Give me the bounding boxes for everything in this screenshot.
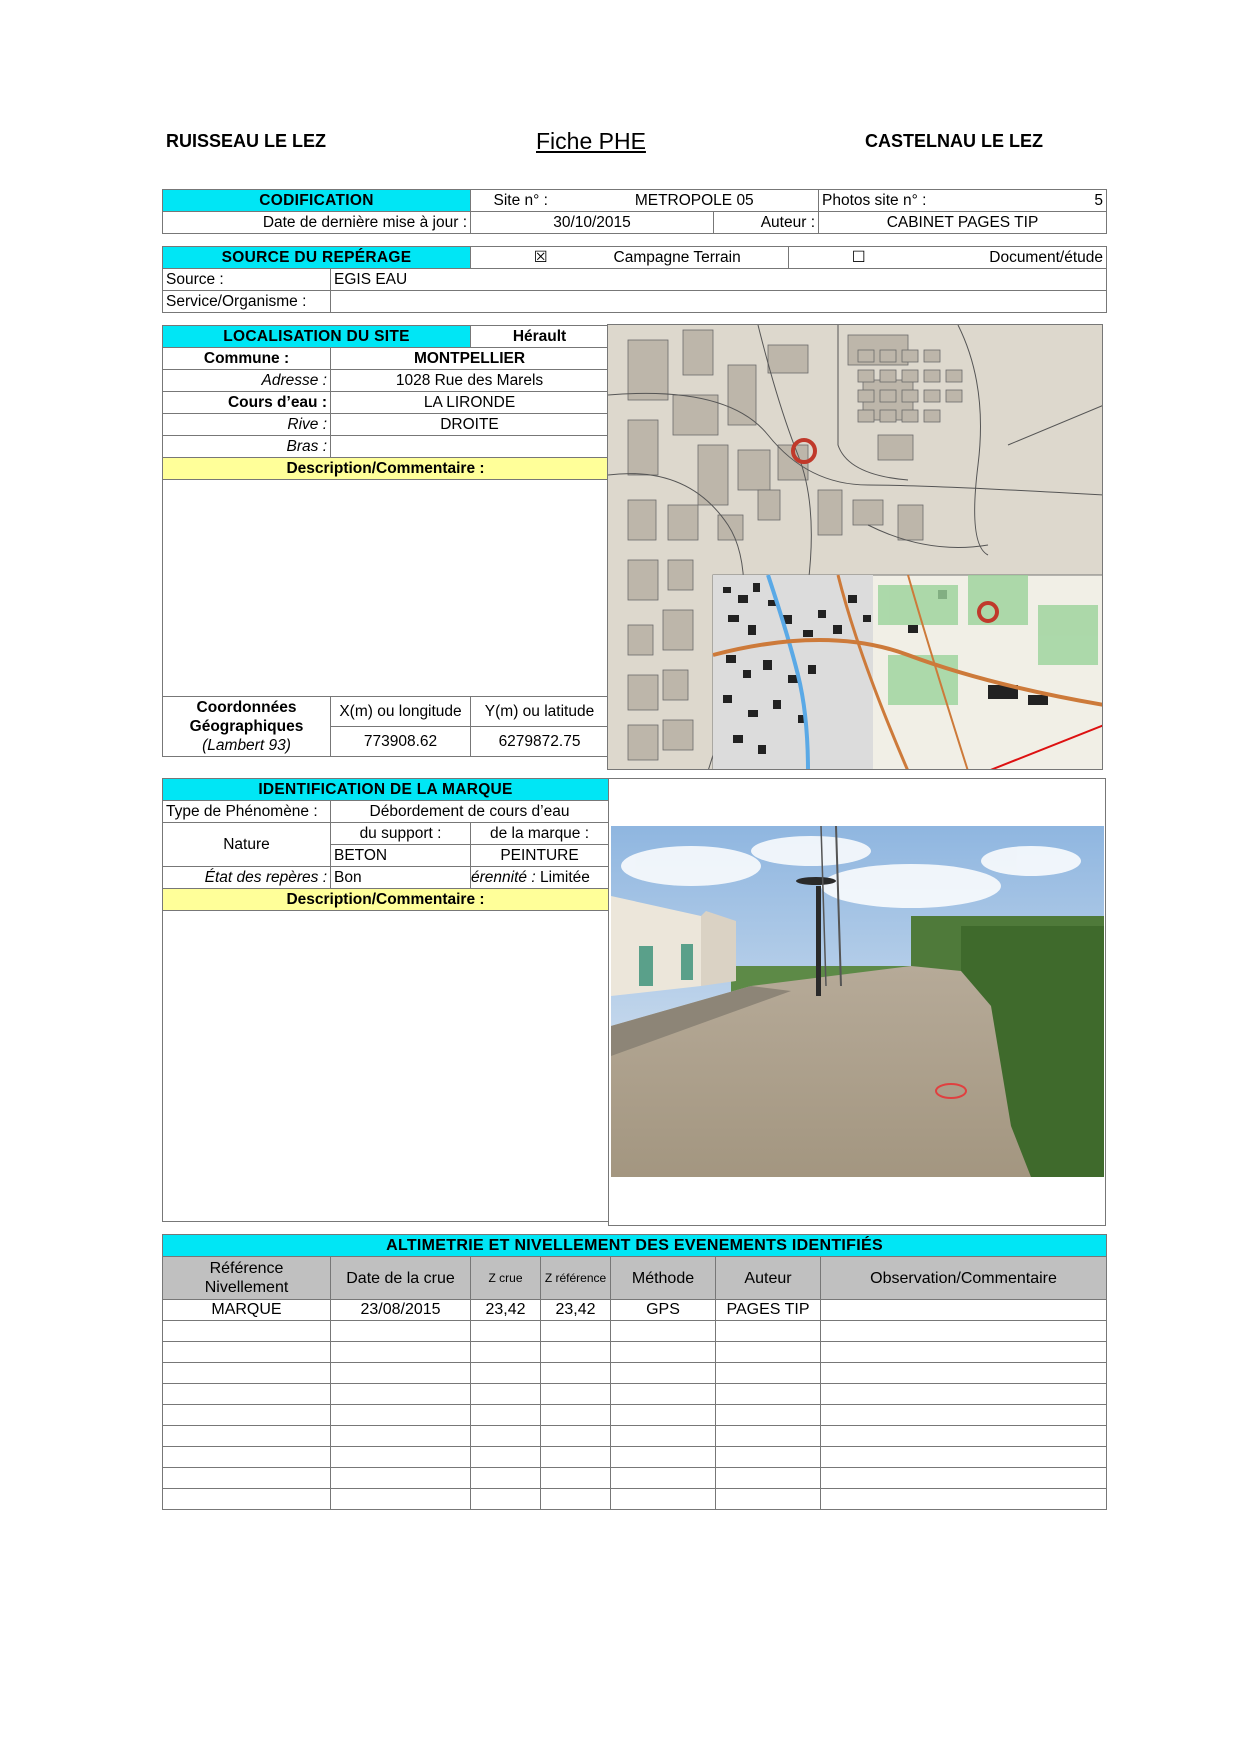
support-value: BETON [331,845,471,867]
marque-value: PEINTURE [471,845,609,867]
alti-cell [821,1405,1107,1426]
alti-cell [716,1405,821,1426]
cours-value: LA LIRONDE [331,392,609,414]
alti-row [163,1363,1107,1384]
alti-cell [716,1447,821,1468]
alti-cell [716,1384,821,1405]
x-value: 773908.62 [331,727,471,757]
alti-cell [611,1447,716,1468]
x-label: X(m) ou longitude [331,697,471,727]
bras-label: Bras : [163,436,331,458]
alti-cell [541,1426,611,1447]
alti-cell [611,1342,716,1363]
source-value: EGIS EAU [331,269,1107,291]
source-table [162,246,1107,313]
localisation-description-label: Description/Commentaire : [163,458,609,480]
alti-cell [471,1363,541,1384]
alti-cell [331,1489,471,1510]
alti-cell [541,1342,611,1363]
alti-row [163,1384,1107,1405]
marque-table [162,778,609,1222]
alti-cell [716,1342,821,1363]
etat-label: État des repères : [163,867,331,889]
auteur-value: CABINET PAGES TIP [819,212,1107,234]
alti-cell [716,1426,821,1447]
alti-cell [821,1342,1107,1363]
date-value: 30/10/2015 [471,212,714,234]
alti-cell [716,1468,821,1489]
alti-cell [331,1468,471,1489]
photos-value: 5 [937,190,1107,212]
alti-cell [163,1363,331,1384]
alti-cell [821,1363,1107,1384]
perennite-value: Limitée [539,868,590,886]
document-checkbox[interactable]: ☐ [789,247,929,269]
alti-cell [611,1321,716,1342]
alti-cell [471,1405,541,1426]
alti-cell [541,1405,611,1426]
town-name: CASTELNAU LE LEZ [865,131,1043,151]
cours-label: Cours d’eau : [163,392,331,414]
alti-row [163,1300,1107,1321]
commune-label: Commune : [163,348,331,370]
marque-title: IDENTIFICATION DE LA MARQUE [163,779,609,801]
alti-row [163,1426,1107,1447]
perennite-cell [471,867,609,889]
alti-cell [541,1384,611,1405]
page-title: Fiche PHE [536,128,646,154]
alti-cell [331,1342,471,1363]
alti-cell [821,1321,1107,1342]
codification-table [162,189,1107,234]
alti-cell: PAGES TIP [716,1300,821,1321]
y-label: Y(m) ou latitude [471,697,609,727]
alti-column-header: Référence Nivellement [163,1257,331,1300]
site-value: METROPOLE 05 [571,190,819,212]
source-title: SOURCE DU REPÉRAGE [163,247,471,269]
auteur-label: Auteur : [714,212,819,234]
localisation-table [162,325,609,757]
location-map [607,324,1103,770]
type-label: Type de Phénomène : [163,801,331,823]
localisation-title: LOCALISATION DU SITE [163,326,471,348]
alti-cell: GPS [611,1300,716,1321]
perennite-label: érennité : [471,868,536,886]
alti-cell: 23,42 [541,1300,611,1321]
alti-cell [541,1363,611,1384]
alti-cell [541,1489,611,1510]
alti-row [163,1405,1107,1426]
alti-cell [611,1405,716,1426]
type-value: Débordement de cours d’eau [331,801,609,823]
alti-cell [821,1447,1107,1468]
alti-cell [163,1447,331,1468]
alti-cell [163,1468,331,1489]
campagne-checkbox[interactable]: ☒ [471,247,611,269]
alti-cell [471,1426,541,1447]
alti-cell [611,1384,716,1405]
adresse-label: Adresse : [163,370,331,392]
alti-cell [331,1405,471,1426]
alti-cell [331,1363,471,1384]
alti-cell [611,1468,716,1489]
service-value [331,291,1107,313]
document-label: Document/étude [929,247,1107,269]
alti-row [163,1342,1107,1363]
alti-cell [163,1384,331,1405]
photos-label: Photos site n° : [819,190,937,212]
alti-cell [471,1321,541,1342]
alti-cell [821,1489,1107,1510]
y-value: 6279872.75 [471,727,609,757]
site-photo [611,826,1104,1177]
alti-cell [163,1426,331,1447]
alti-cell: MARQUE [163,1300,331,1321]
altimetrie-table [162,1234,1107,1510]
alti-cell [331,1384,471,1405]
nature-label: Nature [163,823,331,867]
bras-value [331,436,609,458]
alti-cell [541,1321,611,1342]
altimetrie-title: ALTIMETRIE ET NIVELLEMENT DES EVENEMENTS IDENTIFIÉS [163,1235,1107,1257]
alti-cell [331,1426,471,1447]
alti-row [163,1447,1107,1468]
site-label: Site n° : [471,190,571,212]
alti-cell [331,1447,471,1468]
alti-cell [541,1468,611,1489]
alti-cell [611,1489,716,1510]
alti-cell: 23,42 [471,1300,541,1321]
alti-row [163,1468,1107,1489]
adresse-value: 1028 Rue des Marels [331,370,609,392]
support-label: du support : [331,823,471,845]
alti-column-header: Auteur [716,1257,821,1300]
alti-cell [331,1321,471,1342]
alti-cell [471,1468,541,1489]
coord-label-2: Géographiques [189,718,304,735]
alti-cell [821,1468,1107,1489]
river-name: RUISSEAU LE LEZ [166,131,327,151]
alti-column-header: Date de la crue [331,1257,471,1300]
campagne-label: Campagne Terrain [611,247,789,269]
alti-cell [821,1426,1107,1447]
date-label: Date de dernière mise à jour : [163,212,471,234]
alti-cell [471,1342,541,1363]
coordinates-label [163,697,331,757]
etat-value: Bon [331,867,471,889]
alti-column-header: Méthode [611,1257,716,1300]
alti-cell [163,1342,331,1363]
alti-cell [163,1489,331,1510]
alti-column-header: Observation/Commentaire [821,1257,1107,1300]
alti-row [163,1489,1107,1510]
rive-label: Rive : [163,414,331,436]
alti-cell [716,1363,821,1384]
departement: Hérault [471,326,609,348]
marque-description-box [163,911,609,1222]
alti-column-header: Z référence [541,1257,611,1300]
alti-cell [611,1363,716,1384]
alti-cell [163,1405,331,1426]
codification-title: CODIFICATION [163,190,471,212]
alti-cell [163,1321,331,1342]
localisation-description-box [163,480,609,697]
alti-cell: 23/08/2015 [331,1300,471,1321]
alti-cell [471,1384,541,1405]
rive-value: DROITE [331,414,609,436]
marque-nature-label: de la marque : [471,823,609,845]
alti-cell [821,1384,1107,1405]
coord-label-1: Coordonnées [196,699,297,716]
service-label: Service/Organisme : [163,291,331,313]
alti-cell [471,1447,541,1468]
alti-cell [611,1426,716,1447]
commune-value: MONTPELLIER [331,348,609,370]
alti-cell [716,1321,821,1342]
alti-cell [541,1447,611,1468]
alti-cell [821,1300,1107,1321]
alti-row [163,1321,1107,1342]
alti-cell [471,1489,541,1510]
source-label: Source : [163,269,331,291]
alti-cell [716,1489,821,1510]
coord-label-3: (Lambert 93) [202,737,291,754]
alti-column-header: Z crue [471,1257,541,1300]
marque-description-label: Description/Commentaire : [163,889,609,911]
